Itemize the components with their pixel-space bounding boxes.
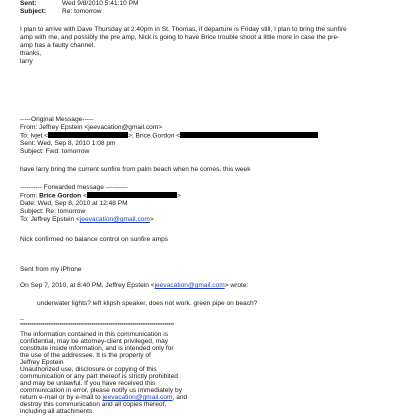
forwarded-to-suffix: > bbox=[149, 216, 154, 223]
disclaimer-line-1: The information contained in this communication is bbox=[20, 331, 169, 338]
disclaimer-line-7: communication or any part thereof is strictly prohibited bbox=[20, 373, 178, 380]
forwarded-from bbox=[20, 192, 181, 200]
subject-value: Re: tomorrow bbox=[62, 8, 102, 15]
disclaimer-line-8: and may be unlawful. If you have received this bbox=[20, 380, 156, 387]
original-from: From: Jeffrey Epstein <jeevacation@gmail.com> bbox=[20, 124, 163, 131]
disclaimer-line-12: including all attachments. bbox=[20, 408, 95, 415]
original-subject: Subject: Fwd: tomorrow bbox=[20, 148, 90, 155]
original-body: have larry bring the current sunfire from palm beach when he comes. this week bbox=[20, 166, 251, 173]
disclaimer-line-10-suffix: , and bbox=[172, 394, 188, 401]
disclaimer-email-link[interactable]: jeevacation@gmail.com bbox=[102, 394, 173, 401]
disclaimer-line-6: Unauthorized use, disclosure or copying of this bbox=[20, 366, 157, 373]
original-sent: Sent: Wed, Sep 8, 2010 1:08 pm bbox=[20, 140, 116, 147]
forwarded-to-email-link[interactable]: jeevacation@gmail.com bbox=[79, 216, 150, 223]
forwarded-from-name: Brice Gordon bbox=[39, 192, 82, 200]
original-to-prefix: To: lvjet < bbox=[20, 132, 49, 140]
sent-line bbox=[20, 0, 139, 8]
disclaimer-stars: ********************************************************************************** bbox=[20, 323, 174, 329]
forwarded-signature: Sent from my iPhone bbox=[20, 266, 82, 273]
body-line-1: I plan to arrive with Dave Thursday at 2:40pm in St. Thomas, if departure is Friday still, I plan to bring the sunfire bbox=[20, 26, 347, 33]
forwarded-to bbox=[20, 216, 154, 224]
quoted-wrote-prefix: On Sep 7, 2010, at 8:40 PM, Jeffrey Epstein < bbox=[20, 282, 155, 289]
forwarded-subject: Subject: Re: tomorrow bbox=[20, 208, 86, 215]
original-message-divider: -----Original Message----- bbox=[20, 116, 94, 123]
original-to bbox=[20, 132, 318, 140]
forwarded-from-label: From: bbox=[20, 192, 38, 200]
forwarded-from-open: < bbox=[83, 192, 87, 200]
body-line-5: larry bbox=[20, 58, 33, 65]
redaction-bar bbox=[48, 132, 128, 138]
forwarded-from-close: > bbox=[176, 192, 181, 200]
subject-line bbox=[20, 8, 102, 16]
disclaimer-line-11: destroy this communication and all copies thereof, bbox=[20, 401, 167, 408]
forwarded-body: Nick confirmed no balance control on sunfire amps bbox=[20, 236, 169, 243]
subject-label: Subject: bbox=[20, 8, 47, 15]
body-line-3: amp has a faulty channel. bbox=[20, 42, 96, 49]
redaction-bar bbox=[87, 192, 177, 198]
forwarded-to-prefix: To: Jeffrey Epstein < bbox=[20, 216, 80, 223]
disclaimer-line-3: constitute inside information, and is intended only for bbox=[20, 345, 174, 352]
redaction-bar bbox=[180, 132, 318, 138]
disclaimer-line-10-prefix: return e-mail or by e-mail to bbox=[20, 394, 103, 401]
sent-value: Wed 9/8/2010 5:41:10 PM bbox=[62, 0, 139, 7]
quoted-wrote-suffix: > wrote: bbox=[224, 282, 249, 289]
disclaimer-line-5: Jeffrey Epstein bbox=[20, 359, 64, 366]
disclaimer-line-4: the use of the addressee. It is the property of bbox=[20, 352, 151, 359]
original-to-mid: >; Brice Gordon < bbox=[128, 132, 181, 140]
disclaimer-line-2: confidential, may be attorney-client privileged, may bbox=[20, 338, 169, 345]
sent-label: Sent: bbox=[20, 0, 37, 7]
quoted-email-link[interactable]: jeevacation@gmail.com bbox=[154, 282, 225, 289]
disclaimer-line-9: communication in error, please notify us immediately by bbox=[20, 387, 182, 394]
forwarded-divider: ---------- Forwarded message ---------- bbox=[20, 184, 128, 191]
quoted-wrote-line bbox=[20, 282, 248, 290]
disclaimer-dashes: -- bbox=[20, 316, 25, 323]
forwarded-date: Date: Wed, Sep 8, 2010 at 12:48 PM bbox=[20, 200, 128, 207]
body-line-2: amp with me, and possibly the pre amp, Nick is going to have Brice trouble shoot a little more in case the pre- bbox=[20, 34, 340, 41]
body-line-4: thanks, bbox=[20, 50, 42, 57]
quoted-body: underwater lights? left klipsh speaker, does not work. green pipe on beach? bbox=[37, 300, 258, 307]
